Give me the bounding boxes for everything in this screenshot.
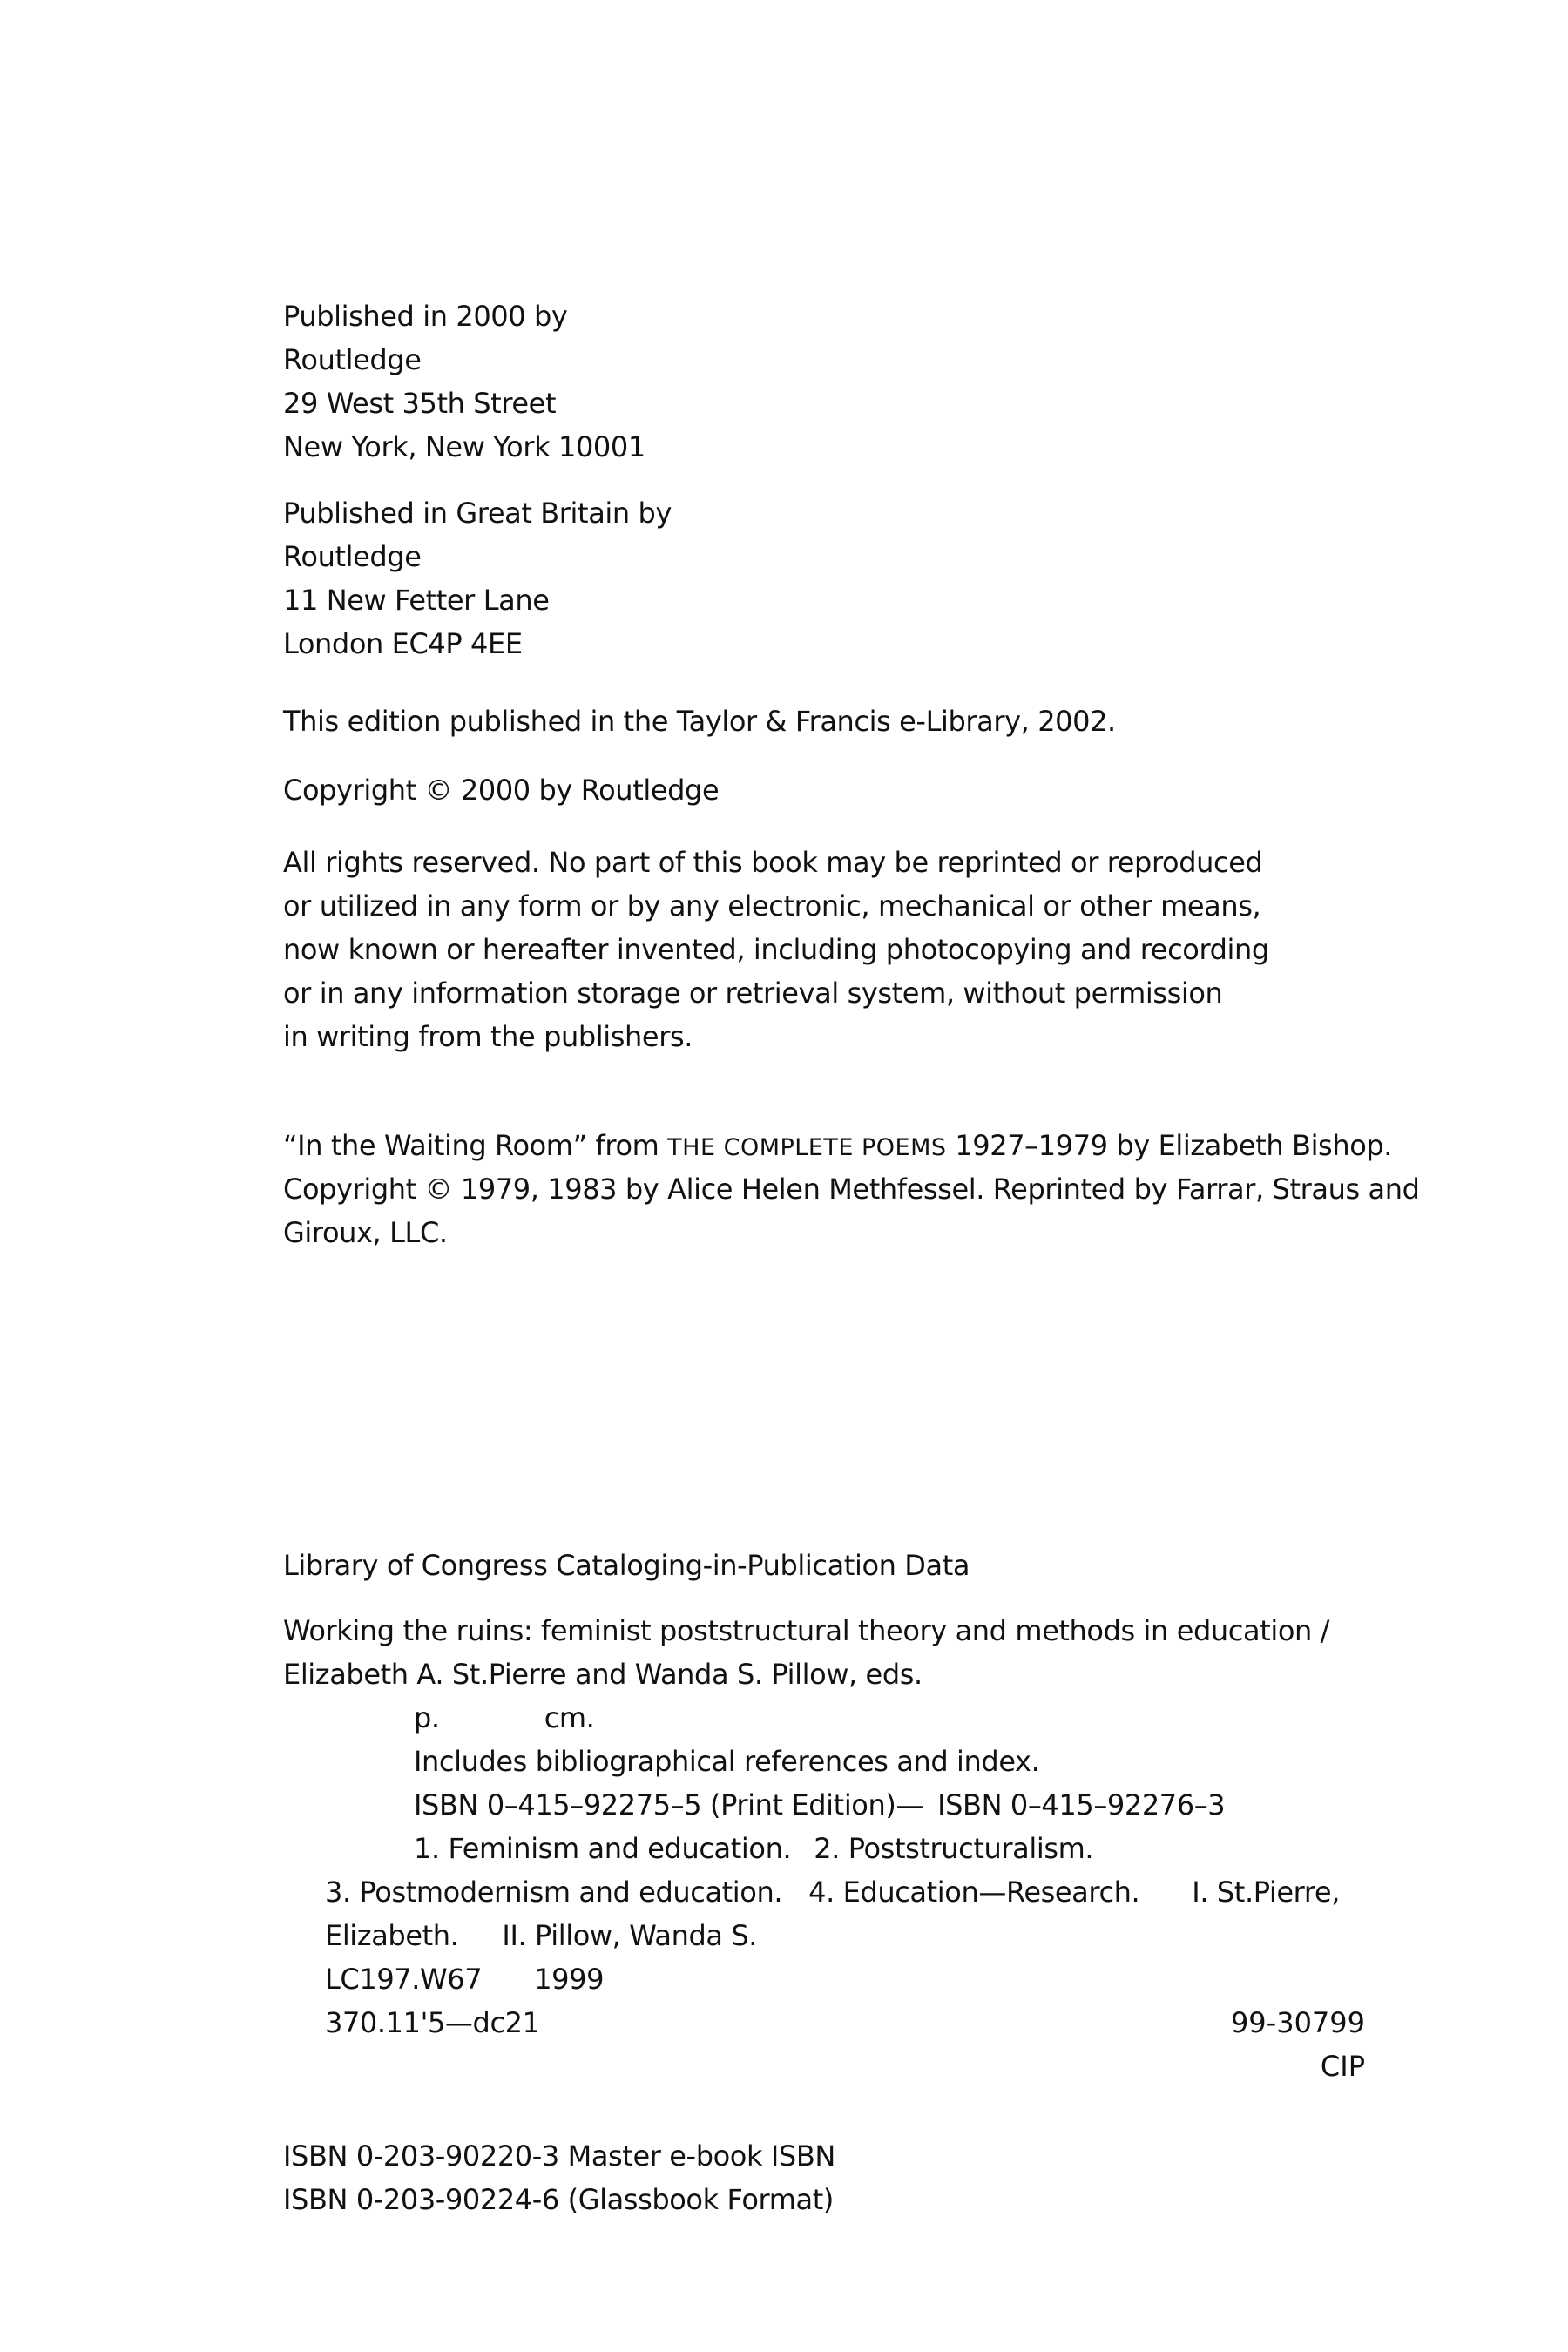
publisher-us-line: Routledge [283, 343, 422, 376]
cip-isbn-print: ISBN 0–415–92275–5 (Print Edition)— [414, 1788, 924, 1821]
cip-dewey-number: 370.11'5—dc21 [325, 2006, 540, 2039]
cip-right-column [1231, 2001, 1365, 2088]
cip-isbn-line [414, 1783, 1340, 1827]
rights-line: in writing from the publishers. [283, 1020, 693, 1053]
cip-subject: 2. Poststructuralism. [814, 1832, 1094, 1865]
cip-subjects-line-3 [325, 1914, 1340, 1957]
cip-year: 1999 [534, 1963, 605, 1996]
cip-lc-number: LC197.W67 [325, 1963, 483, 1996]
permission-author: 1927–1979 by Elizabeth Bishop. [946, 1129, 1393, 1162]
cip-data [283, 1609, 1340, 2044]
copyright-notice [283, 768, 719, 812]
cip-heading: Library of Congress Cataloging-in-Publication Data [283, 1549, 970, 1582]
rights-line: All rights reserved. No part of this book may be reprinted or reproduced [283, 846, 1263, 879]
ebook-isbn-line: ISBN 0-203-90220-3 Master e-book ISBN [283, 2139, 835, 2173]
cip-subject: Elizabeth. [325, 1919, 459, 1952]
permission-note [283, 1124, 1420, 1254]
ebook-isbns [283, 2134, 835, 2221]
cip-subject: 3. Postmodernism and education. [325, 1876, 783, 1909]
edition-note [283, 700, 1116, 743]
permission-line-2: Copyright © 1979, 1983 by Alice Helen Methfessel. Reprinted by Farrar, Straus and [283, 1173, 1420, 1206]
publisher-us-line: 29 West 35th Street [283, 387, 557, 420]
publisher-uk-address [283, 491, 672, 666]
cip-subjects-line-2 [325, 1870, 1340, 1914]
cip-lccn: 99-30799 [1230, 2006, 1365, 2039]
cip-pages: p. [414, 1701, 440, 1734]
rights-statement [283, 841, 1269, 1058]
cip-lc-line [325, 1957, 1340, 2001]
publisher-uk-line: Published in Great Britain by [283, 497, 672, 530]
edition-note-text: This edition published in the Taylor & Francis e-Library, 2002. [283, 705, 1116, 738]
publisher-uk-line: 11 New Fetter Lane [283, 584, 550, 617]
publisher-uk-line: London EC4P 4EE [283, 627, 523, 660]
cip-bib-note: Includes bibliographical references and index. [414, 1745, 1040, 1778]
cip-subject: I. St.Pierre, [1192, 1876, 1340, 1909]
rights-line: now known or hereafter invented, including photocopying and recording [283, 933, 1269, 966]
publisher-uk-line: Routledge [283, 540, 422, 573]
cip-label: CIP [1320, 2050, 1365, 2083]
cip-heading-block [283, 1544, 970, 1587]
ebook-isbn-line: ISBN 0-203-90224-6 (Glassbook Format) [283, 2183, 834, 2216]
cip-isbn-second: ISBN 0–415–92276–3 [937, 1788, 1226, 1821]
permission-book-title: THE COMPLETE POEMS [667, 1134, 947, 1161]
cip-subject: II. Pillow, Wanda S. [502, 1919, 758, 1952]
copyright-text: Copyright © 2000 by Routledge [283, 774, 720, 807]
publisher-us-address [283, 294, 645, 469]
rights-line: or in any information storage or retrieval system, without permission [283, 977, 1223, 1010]
permission-line-3: Giroux, LLC. [283, 1216, 448, 1249]
cip-physical-line [414, 1696, 1340, 1740]
cip-subject: 4. Education—Research. [808, 1876, 1140, 1909]
permission-line-1 [283, 1124, 1420, 1167]
cip-subject: 1. Feminism and education. [414, 1832, 792, 1865]
permission-poem-title: “In the Waiting Room” from [283, 1129, 668, 1162]
cip-title-line: Working the ruins: feminist poststructural theory and methods in education / [283, 1614, 1330, 1647]
rights-line: or utilized in any form or by any electronic, mechanical or other means, [283, 889, 1261, 923]
publisher-us-line: New York, New York 10001 [283, 430, 645, 463]
publisher-us-line: Published in 2000 by [283, 300, 568, 333]
cip-title-line: Elizabeth A. St.Pierre and Wanda S. Pillow, eds. [283, 1658, 923, 1691]
cip-size: cm. [544, 1701, 595, 1734]
cip-subjects-line-1 [414, 1827, 1340, 1870]
